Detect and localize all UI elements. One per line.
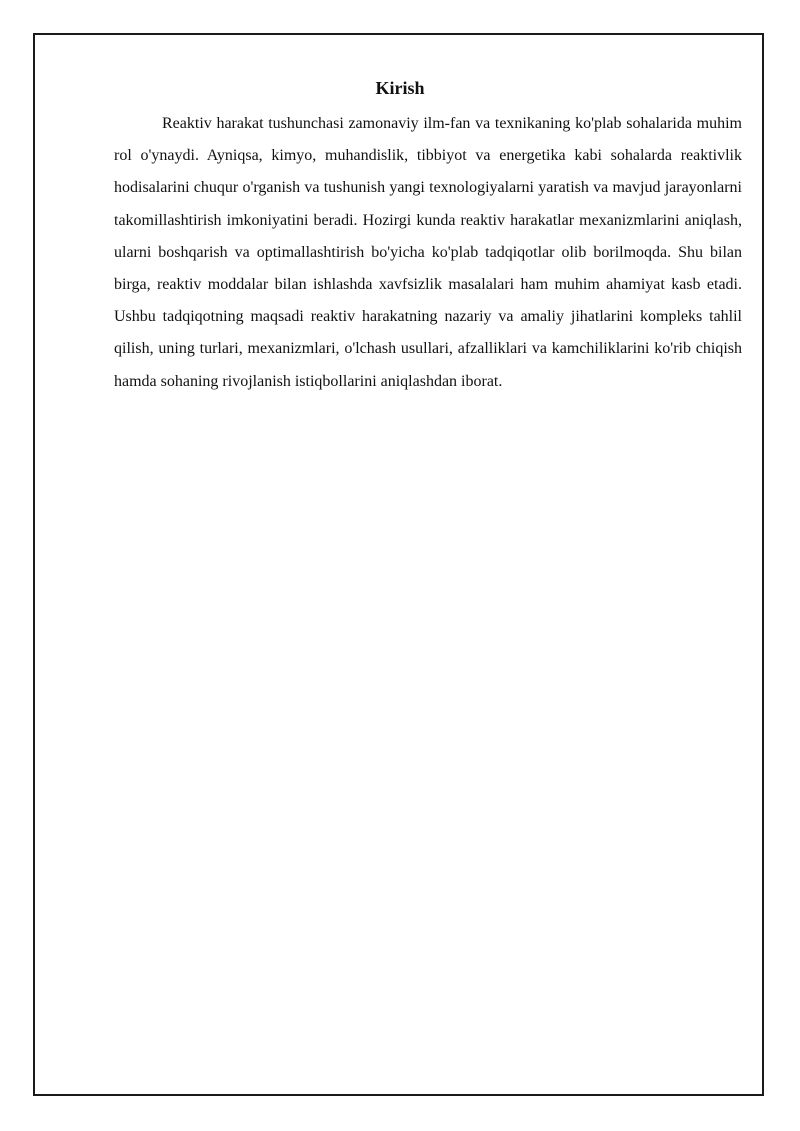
body-paragraph: Reaktiv harakat tushunchasi zamonaviy ilm-fan va texnikaning ko'plab sohalarida muhim rol o'ynaydi. Ayniqsa, kimyo, muhandislik, tibbiyot va energetika kabi sohalarda reaktivlik hodisalarini chuqur o'rganish va tushunish yangi texnologiyalarni yaratish va mavjud jarayonlarni takomillashtirish imkoniyatini beradi. Hozirgi kunda reaktiv harakatlar mexanizmlarini aniqlash, ularni boshqarish va optimallashtirish bo'yicha ko'plab tadqiqotlar olib borilmoqda. Shu bilan birga, reaktiv moddalar bilan ishlashda xavfsizlik masalalari ham muhim ahamiyat kasb etadi. Ushbu tadqiqotning maqsadi reaktiv harakatning nazariy va amaliy jihatlarini kompleks tahlil qilish, uning turlari, mexanizmlari, o'lchash usullari, afzalliklari va kamchiliklarini ko'rib chiqish hamda sohaning rivojlanish istiqbollarini aniqlashdan iborat. — [114, 115, 742, 390]
section-heading: Kirish — [375, 78, 425, 98]
